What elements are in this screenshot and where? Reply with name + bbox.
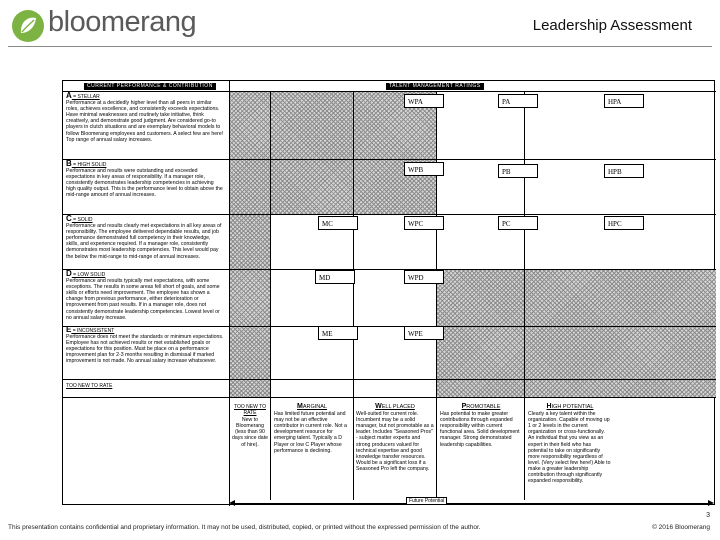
rating-b: B = HIGH SOLID Performance and results were outstanding and exceeded expectations in key areas of responsibility. If a manager role, consistently demonstrates leadership competencies in achieving high quality output. This is the performance level to obtain above the mid-range amount of annual increases. — [66, 159, 223, 199]
cell-wpc: WPC — [404, 216, 444, 230]
rating-d: D = LOW SOLID Performance and results typically met expectations, with some exceptions. The results in some areas fell short of goals, and some skills or efforts need improvement. The employee has shown a change from previous performance, either deterioration or improvement from past results. If in a manager role, does not consistently demonstrate leadership competencies. Lowest level or no annual salary increase. — [66, 269, 220, 321]
rating-e: E = INCONSISTENT Performance does not meet the standards or minimum expectations. Employee has not achieved results or met established goals or expectations for this position. Must be place on a performance improvement plan for 2-3 months resulting in dismissal if marked improvement is not made. No annual salary increase whatsoever. — [66, 325, 224, 365]
future-potential-axis — [231, 503, 711, 504]
hatched-cell — [230, 92, 437, 214]
page-title: Leadership Assessment — [532, 17, 692, 34]
cell-wpd: WPD — [404, 270, 444, 284]
arrow-right-icon — [708, 500, 714, 506]
cell-wpe: WPE — [404, 326, 444, 340]
cell-mc: MC — [318, 216, 358, 230]
cell-hpb: HPB — [604, 164, 644, 178]
cell-wpa: WPA — [404, 94, 444, 108]
cell-wpb: WPB — [404, 162, 444, 176]
potential-high-potential: HIGH POTENTIAL Clearly a key talent within the organization. Capable of moving up 1 or 2 levels in the current organization or cross-functionally. An individual that you view as an expert in their field who has potential to take on significantly more responsibility regardless of level. (Very select few here!) Able to make a greater leadership contribution through significantly expanded responsibility. — [528, 403, 611, 485]
hatched-cell — [230, 269, 270, 397]
copyright: © 2016 Bloomerang — [652, 524, 710, 531]
cell-pa: PA — [498, 94, 538, 108]
potential-too-new: TOO NEW TO RATE New to Bloomerang (less than 90 days since date of hire). — [231, 404, 269, 448]
cell-pb: PB — [498, 164, 538, 178]
page-number: 3 — [706, 512, 710, 519]
confidentiality-notice: This presentation contains confidential and proprietary information. It may not be used, distributed, copied, or printed without the expressed permission of the author. — [8, 524, 481, 531]
potential-promotable: PROMOTABLE Has potential to make greater contributions through expanded responsibility within current functional area. Solid development manager. Strong demonstrated leadership capabilities. — [440, 403, 520, 448]
assessment-grid — [62, 80, 715, 505]
cell-hpc: HPC — [604, 216, 644, 230]
cell-md: MD — [315, 270, 355, 284]
future-potential-label: Future Potential — [406, 497, 447, 505]
talent-management-header: TALENT MANAGEMENT RATINGS — [386, 83, 484, 90]
rating-c: C = SOLID Performance and results clearly met expectations in all key areas of responsibility. The employee delivered dependable results, and job performance demonstrated full competency in their knowledge, skills, and experience required. If a manager role, consistently demonstrates most leadership competencies. This level would pay the below the mid-range to mid-range of annual increases. — [66, 214, 222, 260]
hatched-cell — [230, 214, 270, 269]
rating-a: A = STELLAR Performance at a decidedly higher level than all peers in similar roles, achieves excellence, and consistently exceeds expectations. Have minimal weaknesses and routinely take initiative, think creatively, and demonstrate good judgment. Are considered go-to players in clutch situations and are exemplary behavioral models to follow Bloomerang employees and customers. A select few are here! Top range of annual salary increases. — [66, 91, 224, 143]
hatched-cell — [436, 269, 716, 397]
potential-well-placed: WELL PLACED Well-suited for current role. Incumbent may be a solid manager, but not promotable as a leader. Includes "Seasoned Pros" - subject matter experts and strong producers valued for technical expertise and good knowledge transfer resources. Would be a significant loss if a Seasoned Pro left the company. — [356, 403, 434, 472]
header-divider — [8, 46, 712, 47]
brand-name: bloomerang — [48, 6, 197, 38]
potential-marginal: MARGINAL Has limited future potential and may not be an effective contributor in current role. Not a development resource for emerging talent. Typically a D Player or low C Player whose performance is declining. — [274, 403, 347, 454]
cell-hpa: HPA — [604, 94, 644, 108]
cell-pc: PC — [498, 216, 538, 230]
too-new-row-label: TOO NEW TO RATE — [66, 383, 113, 389]
arrow-left-icon — [229, 500, 235, 506]
cell-me: ME — [318, 326, 358, 340]
current-performance-header: CURRENT PERFORMANCE & CONTRIBUTION — [84, 83, 216, 90]
